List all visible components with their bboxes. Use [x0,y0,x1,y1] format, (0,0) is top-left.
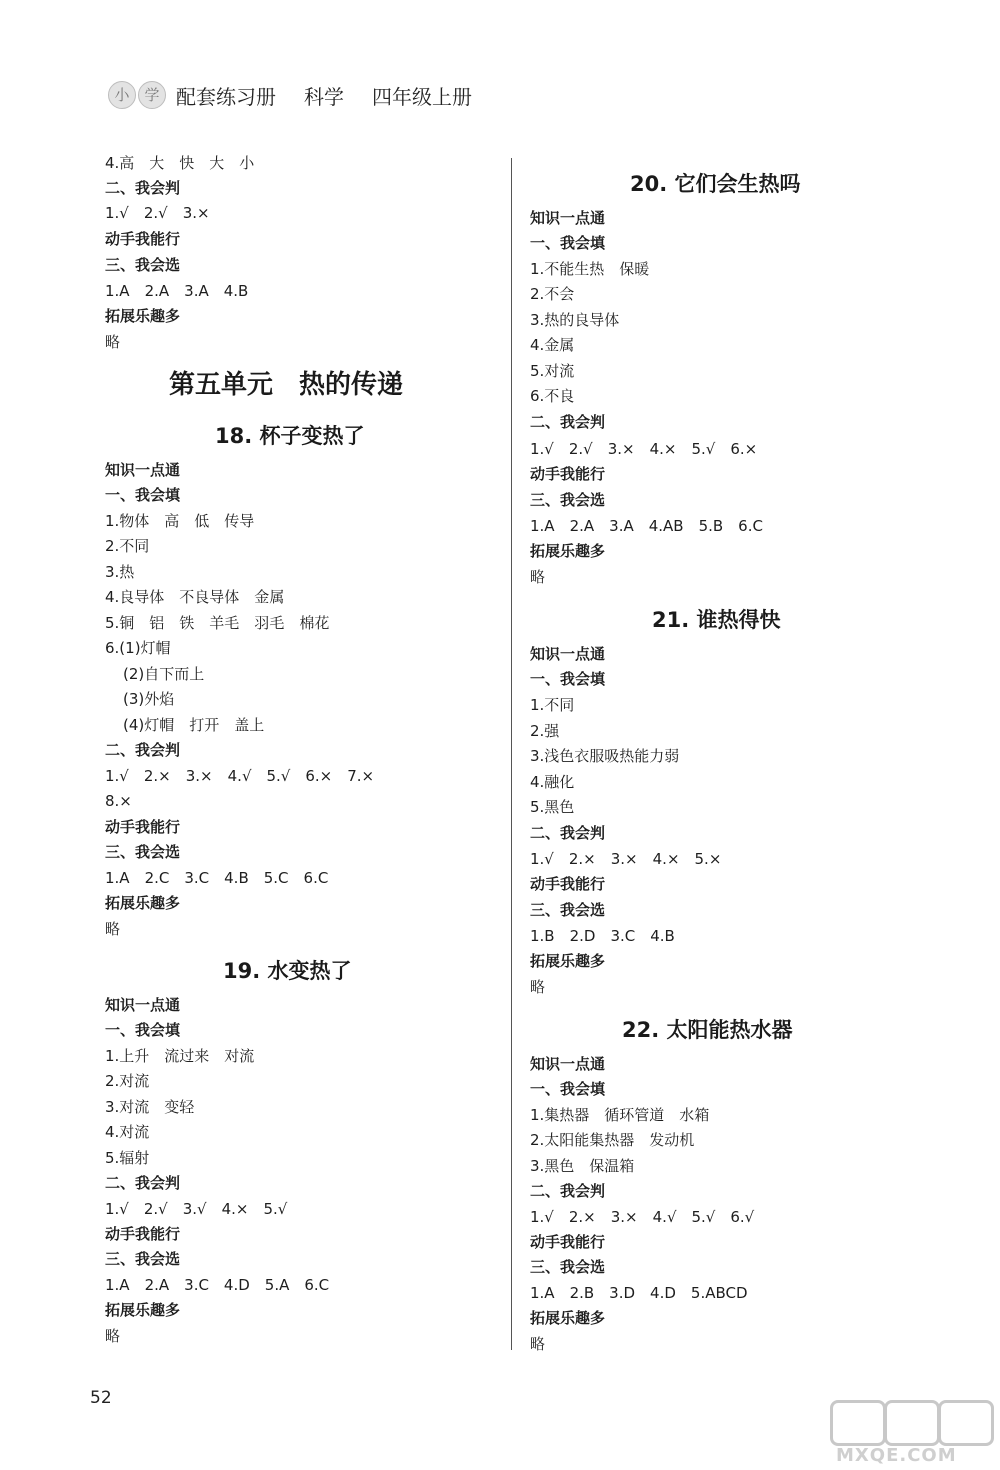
subsection-heading: 动手我能行 [105,818,181,836]
series-logo [108,81,166,109]
answer-line: 1.A 2.A 3.A 4.AB 5.B 6.C [530,517,763,535]
answer-line: 略 [105,333,121,351]
subsection-heading: 知识一点通 [530,645,606,663]
answer-line: 1.A 2.A 3.A 4.B [105,282,249,300]
answer-line: 1.√ 2.× 3.× 4.√ 5.√ 6.√ [530,1208,755,1226]
subsection-heading: 知识一点通 [530,1055,606,1073]
subsection-heading: 动手我能行 [530,465,606,483]
subsection-heading: 动手我能行 [105,230,181,248]
subsection-heading: 三、我会选 [105,843,181,861]
watermark-glyph [938,1400,994,1446]
section-title: 22. 太阳能热水器 [622,1018,793,1042]
answer-line: 1.物体 高 低 传导 [105,512,255,530]
section-title: 18. 杯子变热了 [215,424,365,448]
subsection-heading: 一、我会填 [530,670,606,688]
subsection-heading: 三、我会选 [105,1250,181,1268]
subsection-heading: 三、我会选 [530,901,606,919]
answer-line: 1.集热器 循环管道 水箱 [530,1106,710,1124]
answer-line: 2.对流 [105,1072,150,1090]
answer-line: 4.对流 [105,1123,150,1141]
subsection-heading: 一、我会填 [105,1021,181,1039]
answer-line: (3)外焰 [123,690,175,708]
subsection-heading: 拓展乐趣多 [530,542,606,560]
answer-line: 6.(1)灯帽 [105,639,171,657]
answer-line: 略 [530,568,546,586]
answer-line: 1.√ 2.× 3.× 4.× 5.× [530,850,722,868]
subsection-heading: 二、我会判 [530,824,606,842]
page-number: 52 [90,1388,112,1408]
answer-line: 5.对流 [530,362,575,380]
answer-line: 2.太阳能集热器 发动机 [530,1131,695,1149]
answer-line: 3.黑色 保温箱 [530,1157,635,1175]
subsection-heading: 二、我会判 [105,741,181,759]
answer-line: 2.不同 [105,537,150,555]
answer-line: 5.黑色 [530,798,575,816]
subsection-heading: 二、我会判 [530,413,606,431]
section-title: 21. 谁热得快 [652,608,781,632]
subsection-heading: 二、我会判 [105,1174,181,1192]
subsection-heading: 拓展乐趣多 [530,1309,606,1327]
answer-line: 3.热的良导体 [530,311,620,329]
answer-line: 1.B 2.D 3.C 4.B [530,927,675,945]
subsection-heading: 动手我能行 [530,1233,606,1251]
subsection-heading: 拓展乐趣多 [105,894,181,912]
answer-line: (2)自下而上 [123,665,205,683]
subsection-heading: 一、我会填 [530,1080,606,1098]
subsection-heading: 三、我会选 [530,1258,606,1276]
answer-line: 略 [105,920,121,938]
logo-char: 小 [108,81,136,109]
answer-line: 1.A 2.B 3.D 4.D 5.ABCD [530,1284,748,1302]
watermark-glyph [884,1400,940,1446]
answer-line: 4.融化 [530,773,575,791]
answer-line: 2.不会 [530,285,575,303]
answer-line: 略 [530,1335,546,1353]
subsection-heading: 三、我会选 [530,491,606,509]
answer-line: 略 [530,978,546,996]
answer-line: 1.√ 2.√ 3.× [105,204,210,222]
subsection-heading: 一、我会填 [105,486,181,504]
answer-line: (4)灯帽 打开 盖上 [123,716,265,734]
answer-line: 3.浅色衣服吸热能力弱 [530,747,680,765]
subsection-heading: 知识一点通 [530,209,606,227]
subsection-heading: 动手我能行 [530,875,606,893]
subsection-heading: 拓展乐趣多 [105,1301,181,1319]
answer-line: 4.金属 [530,336,575,354]
answer-line: 1.√ 2.√ 3.√ 4.× 5.√ [105,1200,288,1218]
subsection-heading: 二、我会判 [105,179,181,197]
answer-line: 4.高 大 快 大 小 [105,154,255,172]
answer-line: 1.A 2.A 3.C 4.D 5.A 6.C [105,1276,330,1294]
logo-char: 学 [138,81,166,109]
answer-line: 5.铜 铝 铁 羊毛 羽毛 棉花 [105,614,330,632]
answer-line: 2.强 [530,722,560,740]
section-title: 19. 水变热了 [223,959,352,983]
subsection-heading: 拓展乐趣多 [530,952,606,970]
answer-line: 1.√ 2.× 3.× 4.√ 5.√ 6.× 7.× [105,767,375,785]
answer-line: 8.× [105,792,132,810]
answer-line: 1.上升 流过来 对流 [105,1047,255,1065]
subsection-heading: 知识一点通 [105,461,181,479]
watermark-url: MXQE.COM [836,1445,957,1466]
subject: 科学 [304,84,344,109]
answer-line: 1.不同 [530,696,575,714]
answer-line: 1.A 2.C 3.C 4.B 5.C 6.C [105,869,329,887]
answer-line: 5.辐射 [105,1149,150,1167]
answer-line: 略 [105,1327,121,1345]
subsection-heading: 三、我会选 [105,256,181,274]
answer-line: 1.不能生热 保暖 [530,260,650,278]
answer-line: 3.热 [105,563,135,581]
column-divider [511,158,512,1350]
subsection-heading: 动手我能行 [105,1225,181,1243]
grade: 四年级上册 [372,84,472,109]
watermark-glyph [830,1400,886,1446]
subsection-heading: 二、我会判 [530,1182,606,1200]
subsection-heading: 拓展乐趣多 [105,307,181,325]
page-header [108,78,500,112]
watermark [818,1400,998,1468]
answer-line: 1.√ 2.√ 3.× 4.× 5.√ 6.× [530,440,758,458]
unit-title: 第五单元 热的传递 [169,370,404,400]
answer-line: 6.不良 [530,387,575,405]
answer-line: 4.良导体 不良导体 金属 [105,588,285,606]
section-title: 20. 它们会生热吗 [630,172,801,196]
answer-line: 3.对流 变轻 [105,1098,195,1116]
subsection-heading: 知识一点通 [105,996,181,1014]
subsection-heading: 一、我会填 [530,234,606,252]
book-title: 配套练习册 [176,84,276,109]
